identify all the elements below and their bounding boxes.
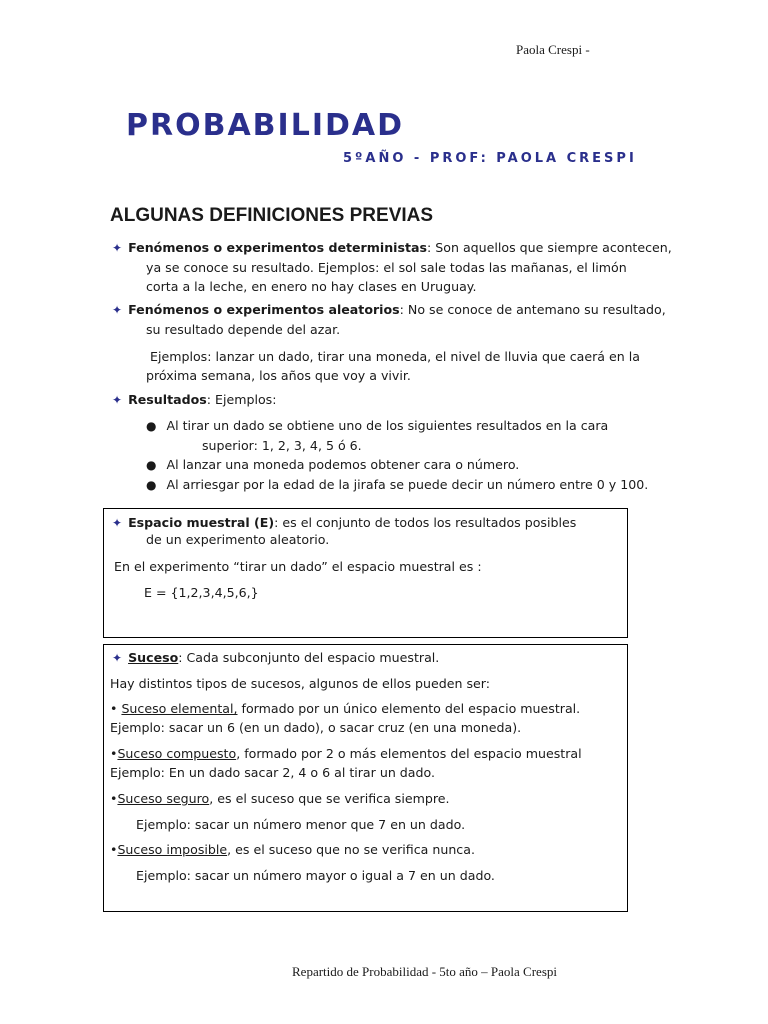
resultados-label: : Ejemplos: (206, 392, 277, 407)
suceso-imposible-example: Ejemplo: sacar un número mayor o igual a 7 en un dado. (136, 868, 495, 883)
bullet-dot-icon: • (110, 791, 118, 806)
list-item (112, 475, 660, 495)
aleatorios-line1: : No se conoce de antemano su resultado, (399, 302, 666, 317)
list-item (112, 455, 660, 475)
page-subtitle: 5ºAÑO - PROF: PAOLA CRESPI (343, 151, 637, 166)
suceso-imposible-term: Suceso imposible (117, 842, 228, 857)
bullet-dot-icon: • (110, 842, 118, 857)
section-heading: ALGUNAS DEFINICIONES PREVIAS (110, 205, 434, 226)
suceso-intro: Hay distintos tipos de sucesos, algunos de ellos pueden ser: (110, 676, 490, 691)
bullet-dot-icon: • (110, 746, 118, 761)
resultados-bullet-2: Al lanzar una moneda podemos obtener cara o número. (166, 457, 520, 472)
bullet-dot-icon: ● (146, 419, 157, 433)
aleatorios-term: Fenómenos o experimentos aleatorios (128, 302, 400, 317)
bullet-dot-icon: • (110, 701, 122, 716)
suceso-imposible-def: , es el suceso que no se verifica nunca. (227, 842, 475, 857)
aleatorios-block (112, 300, 666, 385)
bullet-dot-icon: ● (146, 458, 157, 472)
suceso-seguro-example: Ejemplo: sacar un número menor que 7 en un dado. (136, 817, 466, 832)
suceso-compuesto-example: Ejemplo: En un dado sacar 2, 4 o 6 al tirar un dado. (110, 765, 435, 780)
suceso-term: Suceso (128, 650, 179, 665)
resultados-block (112, 390, 660, 495)
suceso-elemental-example: Ejemplo: sacar un 6 (en un dado), o sacar cruz (en una moneda). (110, 720, 522, 735)
aleatorios-example-1: Ejemplos: lanzar un dado, tirar una moneda, el nivel de lluvia que caerá en la (150, 349, 640, 364)
espacio-line1: : es el conjunto de todos los resultados posibles (274, 515, 577, 530)
deterministas-line1: : Son aquellos que siempre acontecen, (427, 240, 672, 255)
espacio-line3: En el experimento “tirar un dado” el espacio muestral es : (114, 559, 482, 574)
star-bullet-icon: ✦ (112, 651, 123, 665)
suceso-elemental-def: formado por un único elemento del espacio muestral. (237, 701, 581, 716)
suceso-compuesto-term: Suceso compuesto (117, 746, 237, 761)
resultados-bullet-1b: superior: 1, 2, 3, 4, 5 ó 6. (202, 438, 362, 453)
resultados-bullet-3: Al arriesgar por la edad de la jirafa se puede decir un número entre 0 y 100. (166, 477, 649, 492)
suceso-compuesto-def: , formado por 2 o más elementos del espacio muestral (236, 746, 582, 761)
suceso-def: : Cada subconjunto del espacio muestral. (178, 650, 440, 665)
espacio-line2: de un experimento aleatorio. (146, 532, 330, 547)
page-footer: Repartido de Probabilidad - 5to año – Paola Crespi (292, 964, 558, 979)
resultados-bullet-1a: Al tirar un dado se obtiene uno de los siguientes resultados en la cara (166, 418, 609, 433)
star-bullet-icon: ✦ (112, 241, 123, 255)
bullet-dot-icon: ● (146, 478, 157, 492)
deterministas-line2: ya se conoce su resultado. Ejemplos: el sol sale todas las mañanas, el limón (146, 260, 627, 275)
espacio-set: E = {1,2,3,4,5,6,} (144, 585, 259, 600)
suceso-seguro-def: , es el suceso que se verifica siempre. (209, 791, 450, 806)
deterministas-line3: corta a la leche, en enero no hay clases en Uruguay. (146, 279, 477, 294)
list-item (112, 416, 660, 436)
header-author: Paola Crespi - (516, 42, 590, 57)
aleatorios-example-2: próxima semana, los años que voy a vivir. (146, 368, 411, 383)
star-bullet-icon: ✦ (112, 393, 123, 407)
suceso-elemental-term: Suceso elemental, (121, 701, 238, 716)
star-bullet-icon: ✦ (112, 303, 123, 317)
suceso-box (103, 644, 628, 912)
deterministas-term: Fenómenos o experimentos deterministas (128, 240, 428, 255)
star-bullet-icon: ✦ (112, 516, 123, 530)
deterministas-block (112, 238, 672, 296)
aleatorios-line2: su resultado depende del azar. (146, 322, 341, 337)
page-title: PROBABILIDAD (126, 108, 405, 143)
suceso-seguro-term: Suceso seguro (117, 791, 210, 806)
espacio-term: Espacio muestral (E) (128, 515, 275, 530)
espacio-muestral-box (103, 508, 628, 638)
resultados-term: Resultados (128, 392, 207, 407)
